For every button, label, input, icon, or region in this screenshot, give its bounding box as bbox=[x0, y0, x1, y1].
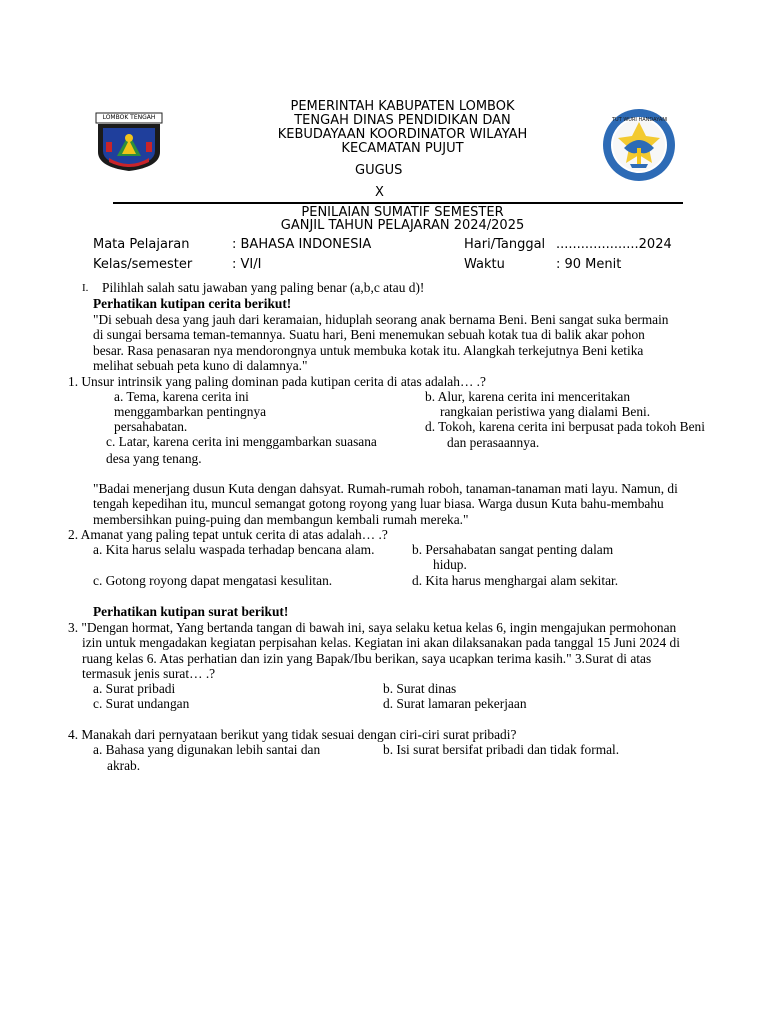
q4-question: 4. Manakah dari pernyataan berikut yang tidak sesuai dengan ciri-ciri surat pribadi? bbox=[68, 727, 517, 742]
q1-question: 1. Unsur intrinsik yang paling dominan pada kutipan cerita di atas adalah… .? bbox=[68, 374, 486, 389]
passage2-line: membersihkan puing-puing dan membangun kembali rumah mereka." bbox=[93, 512, 469, 527]
time-value: : 90 Menit bbox=[556, 257, 622, 272]
section-number: I. bbox=[82, 282, 89, 294]
header-divider bbox=[113, 202, 683, 204]
q3-option-c: c. Surat undangan bbox=[93, 696, 190, 711]
passage2-line: "Badai menerjang dusun Kuta dengan dahsyat. Rumah-rumah roboh, tanaman-tanaman mati layu. Namun, di bbox=[93, 481, 678, 496]
day-value: ....................2024 bbox=[556, 237, 672, 252]
q2-option-b-cont: hidup. bbox=[433, 557, 467, 572]
q3-question-cont: ruang kelas 6. Atas perhatian dan izin yang Bapak/Ibu berikan, saya ucapkan terima kasih." 3.Surat di atas bbox=[82, 651, 652, 666]
header-line-2: TENGAH DINAS PENDIDIKAN DAN bbox=[294, 113, 511, 128]
header-line-3: KEBUDAYAAN KOORDINATOR WILAYAH bbox=[277, 127, 528, 142]
passage2-line: tengah kepedihan itu, muncul semangat gotong royong yang luar biasa. Warga dusun Kuta bahu-membahu bbox=[93, 496, 664, 511]
q1-option-a: a. Tema, karena cerita ini bbox=[114, 389, 249, 404]
subject-value: : BAHASA INDONESIA bbox=[232, 237, 372, 252]
lombok-tengah-logo bbox=[95, 112, 163, 172]
q1-option-d: d. Tokoh, karena cerita ini berpusat pada tokoh Beni bbox=[425, 419, 705, 434]
header-gugus: GUGUS bbox=[355, 163, 403, 178]
header-line-4: KECAMATAN PUJUT bbox=[341, 141, 464, 156]
q3-option-a: a. Surat pribadi bbox=[93, 681, 176, 696]
header-gugus-number: X bbox=[375, 185, 384, 200]
q3-question-cont: izin untuk mengadakan kegiatan perpisahan kelas. Kegiatan ini akan dilaksanakan pada tanggal 15 Juni 2024 di bbox=[82, 635, 680, 650]
q2-option-c: c. Gotong royong dapat mengatasi kesulitan. bbox=[93, 573, 333, 588]
section-instruction: Pilihlah salah satu jawaban yang paling benar (a,b,c atau d)! bbox=[102, 280, 425, 295]
q3-option-d: d. Surat lamaran pekerjaan bbox=[383, 696, 527, 711]
tut-wuri-handayani-logo bbox=[602, 108, 676, 182]
passage1-heading: Perhatikan kutipan cerita berikut! bbox=[93, 296, 292, 311]
passage1-line: "Di sebuah desa yang jauh dari keramaian, hiduplah seorang anak bernama Beni. Beni sangat suka bermain bbox=[93, 312, 669, 327]
q3-option-b: b. Surat dinas bbox=[383, 681, 457, 696]
q4-option-a: a. Bahasa yang digunakan lebih santai dan bbox=[93, 742, 321, 757]
logo-right-caption: TUT WURI HANDAYANI bbox=[612, 117, 668, 123]
q3-question: 3. "Dengan hormat, Yang bertanda tangan di bawah ini, saya selaku ketua kelas 6, ingin mengajukan permohonan bbox=[68, 620, 677, 635]
passage1-line: besar. Rasa penasaran nya mendorongnya untuk membuka kotak itu. Alangkah terkejutnya Beni ketika bbox=[93, 343, 644, 358]
q1-option-a-cont: persahabatan. bbox=[114, 419, 188, 434]
q1-option-b-cont: rangkaian peristiwa yang dialami Beni. bbox=[440, 404, 651, 419]
q2-option-d: d. Kita harus menghargai alam sekitar. bbox=[412, 573, 619, 588]
q1-option-b: b. Alur, karena cerita ini menceritakan bbox=[425, 389, 631, 404]
passage1-line: di sungai bersama teman-temannya. Suatu hari, Beni menemukan sebuah kotak tua di balik akar pohon bbox=[93, 327, 645, 342]
passage3-heading: Perhatikan kutipan surat berikut! bbox=[93, 604, 289, 619]
class-label: Kelas/semester bbox=[93, 257, 193, 272]
exam-title: PENILAIAN SUMATIF SEMESTER bbox=[301, 205, 504, 220]
passage1-line: melihat sebuah peta kuno di dalamnya." bbox=[93, 358, 308, 373]
q1-option-c-cont: desa yang tenang. bbox=[106, 451, 202, 466]
q1-option-c: c. Latar, karena cerita ini menggambarkan suasana bbox=[106, 434, 377, 449]
time-label: Waktu bbox=[464, 257, 505, 272]
q2-option-b: b. Persahabatan sangat penting dalam bbox=[412, 542, 614, 557]
q2-question: 2. Amanat yang paling tepat untuk cerita di atas adalah… .? bbox=[68, 527, 388, 542]
q1-option-d-cont: dan perasaannya. bbox=[447, 435, 540, 450]
q3-question-cont: termasuk jenis surat… .? bbox=[82, 666, 216, 681]
day-label: Hari/Tanggal bbox=[464, 237, 546, 252]
q1-option-a-cont: menggambarkan pentingnya bbox=[114, 404, 267, 419]
q4-option-a-cont: akrab. bbox=[107, 758, 141, 773]
q2-option-a: a. Kita harus selalu waspada terhadap bencana alam. bbox=[93, 542, 375, 557]
exam-year: GANJIL TAHUN PELAJARAN 2024/2025 bbox=[280, 218, 525, 233]
class-value: : VI/I bbox=[232, 257, 262, 272]
subject-label: Mata Pelajaran bbox=[93, 237, 190, 252]
header-line-1: PEMERINTAH KABUPATEN LOMBOK bbox=[290, 99, 515, 114]
logo-left-caption: LOMBOK TENGAH bbox=[102, 114, 156, 121]
q4-option-b: b. Isi surat bersifat pribadi dan tidak formal. bbox=[383, 742, 620, 757]
